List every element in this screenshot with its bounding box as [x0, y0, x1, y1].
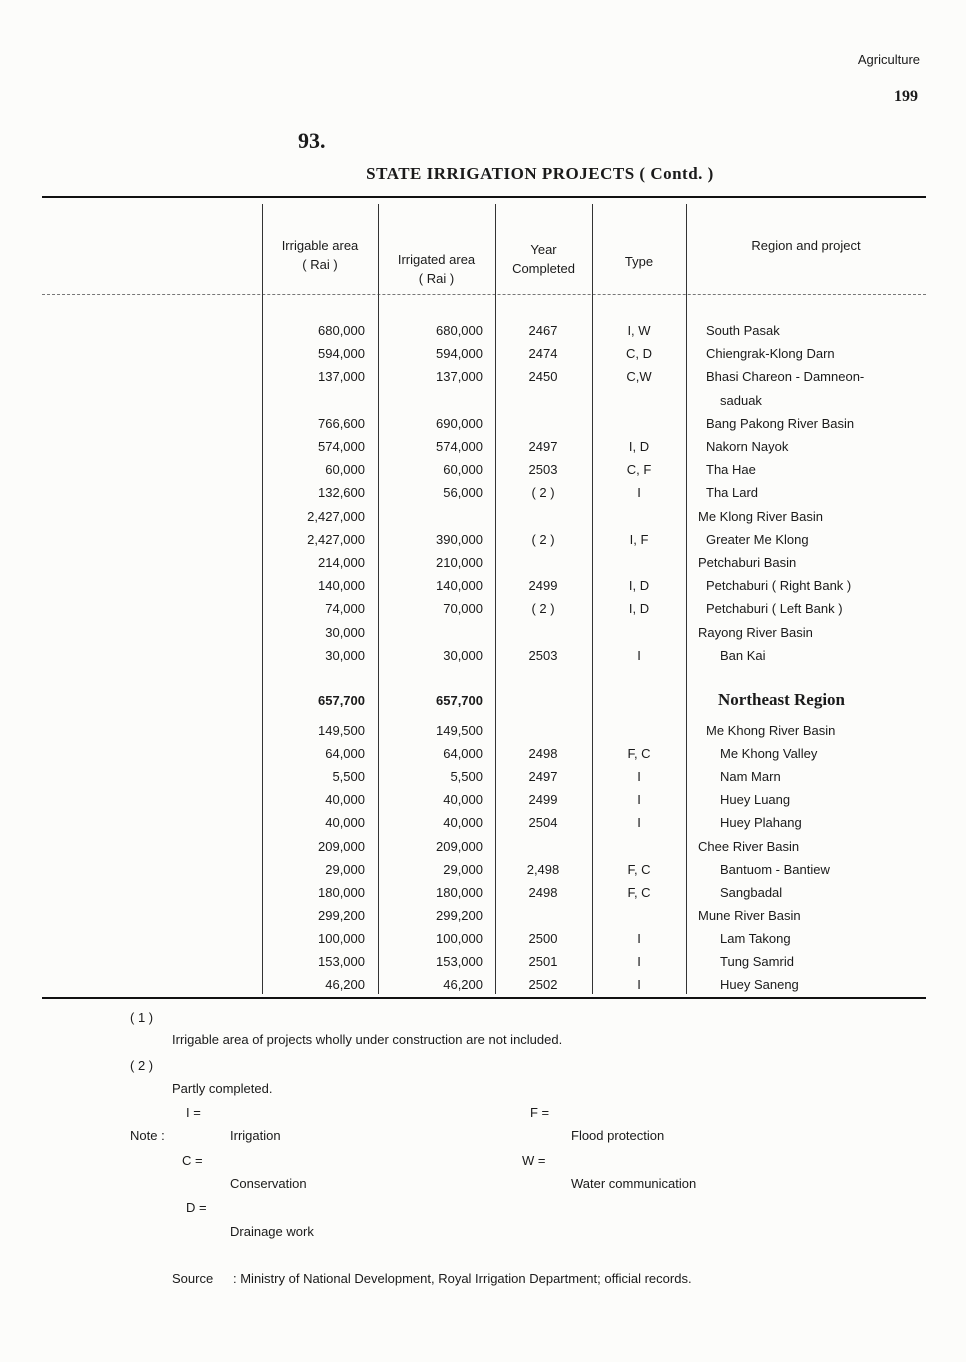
- cell-region-project: Me Klong River Basin: [698, 508, 823, 524]
- cell-type: I, D: [628, 439, 650, 454]
- cell-irrigated: 680,000: [436, 323, 483, 338]
- table-row: [0, 859, 966, 882]
- cell-type: C, D: [626, 346, 652, 362]
- cell-irrigable: 2,427,000: [307, 531, 365, 547]
- cell-irrigable: 137,000: [318, 369, 365, 385]
- cell-irrigable: 149,500: [318, 723, 365, 738]
- cell-type: F, C: [627, 746, 651, 762]
- table-row: [0, 552, 966, 575]
- table-row: [0, 506, 966, 529]
- cell-irrigable: 40,000: [325, 815, 365, 831]
- cell-irrigated: 390,000: [436, 531, 483, 547]
- cell-region-project: Bhasi Chareon - Damneon-: [706, 369, 865, 385]
- note-label: Note :: [130, 1128, 165, 1143]
- cell-region-project: saduak: [720, 392, 762, 408]
- cell-irrigated: 299,200: [436, 907, 483, 923]
- cell-type: I: [637, 815, 641, 831]
- table-row: [0, 459, 966, 482]
- source-label: Source: [172, 1271, 214, 1286]
- note-i-text: Irrigation: [230, 1128, 281, 1143]
- cell-year: 2450: [528, 369, 558, 385]
- cell-type: I: [637, 647, 641, 663]
- cell-irrigable: 214,000: [318, 555, 365, 570]
- cell-irrigable: 5,500: [332, 769, 365, 785]
- source-text: : Ministry of National Development, Royal Irrigation Department; official records.: [233, 1271, 692, 1286]
- table-row: [0, 482, 966, 505]
- cell-irrigated: 657,700: [436, 693, 483, 708]
- cell-region-project: Huey Saneng: [720, 977, 799, 993]
- note-i-def: I =: [186, 1105, 201, 1120]
- cell-year: 2504: [528, 815, 558, 831]
- cell-irrigated: 209,000: [436, 838, 483, 854]
- cell-irrigated: 137,000: [436, 369, 483, 385]
- cell-type: F, C: [627, 861, 651, 877]
- cell-type: F, C: [627, 884, 651, 900]
- cell-irrigated: 149,500: [436, 723, 483, 738]
- footnote-1-text: Irrigable area of projects wholly under construction are not included.: [172, 1032, 563, 1047]
- cell-irrigable: 180,000: [318, 884, 365, 900]
- table-row: [0, 928, 966, 951]
- cell-irrigated: 594,000: [436, 346, 483, 362]
- cell-year: 2498: [528, 746, 558, 762]
- note-d-def: D =: [186, 1200, 207, 1215]
- cell-region-project: Me Khong River Basin: [706, 723, 836, 738]
- table-bottom-rule: [42, 997, 926, 999]
- table-row: [0, 436, 966, 459]
- cell-year: 2503: [528, 462, 558, 478]
- table-row: [0, 413, 966, 436]
- table-row: [0, 743, 966, 766]
- cell-irrigable: 132,600: [318, 485, 365, 501]
- cell-region-project: Huey Luang: [720, 792, 791, 808]
- table-row: [0, 974, 966, 997]
- cell-irrigable: 574,000: [318, 439, 365, 454]
- table-row: [0, 836, 966, 859]
- table-row: [0, 951, 966, 974]
- cell-region-project: Bang Pakong River Basin: [706, 415, 855, 431]
- cell-irrigable: 594,000: [318, 346, 365, 362]
- note-w-def: W =: [522, 1153, 546, 1168]
- cell-region-project: Me Khong Valley: [720, 746, 818, 762]
- cell-irrigable: 657,700: [318, 693, 365, 708]
- cell-type: I: [637, 977, 641, 993]
- cell-irrigated: 690,000: [436, 415, 483, 431]
- cell-region-project: Petchaburi ( Left Bank ): [706, 601, 843, 617]
- cell-region-project: Lam Takong: [720, 930, 791, 946]
- header-separator: [42, 294, 926, 295]
- running-header: Agriculture: [857, 52, 920, 67]
- table-row: [0, 812, 966, 835]
- cell-irrigable: 299,200: [318, 907, 365, 923]
- cell-irrigated: 70,000: [443, 601, 483, 617]
- cell-irrigable: 29,000: [325, 861, 365, 877]
- footnote-2-text: Partly completed.: [172, 1081, 273, 1096]
- footnote-1-marker: ( 1 ): [130, 1010, 154, 1025]
- cell-region-project: Petchaburi ( Right Bank ): [706, 578, 852, 594]
- cell-year: 2498: [528, 884, 558, 900]
- cell-type: I, F: [629, 531, 649, 547]
- note-f-text: Flood protection: [571, 1128, 665, 1143]
- table-number: 93.: [298, 128, 326, 153]
- note-c-def: C =: [182, 1153, 203, 1168]
- table-row: [0, 766, 966, 789]
- cell-region-project: Tha Lard: [706, 485, 759, 501]
- cell-year: 2474: [528, 346, 558, 362]
- region-row-northeast: [0, 690, 966, 713]
- cell-irrigable: 100,000: [318, 930, 365, 946]
- cell-irrigable: 2,427,000: [307, 508, 365, 524]
- cell-type: I: [637, 485, 641, 501]
- cell-irrigable: 74,000: [325, 601, 365, 617]
- table-title: STATE IRRIGATION PROJECTS ( Contd. ): [366, 164, 714, 183]
- cell-region-project: Tha Hae: [706, 462, 756, 478]
- page-number: 199: [894, 88, 918, 105]
- cell-region-project: Huey Plahang: [720, 815, 802, 831]
- cell-year: 2501: [528, 954, 558, 969]
- cell-year: ( 2 ): [531, 485, 555, 501]
- header-irrigated-area: Irrigated area ( Rai ): [397, 252, 476, 286]
- cell-year: 2497: [528, 439, 558, 454]
- note-d-text: Drainage work: [230, 1224, 314, 1239]
- cell-region-project: Petchaburi Basin: [698, 555, 797, 570]
- cell-irrigated: 60,000: [443, 462, 483, 478]
- table-row: [0, 598, 966, 621]
- table-row: [0, 645, 966, 668]
- cell-irrigated: 153,000: [436, 954, 483, 969]
- cell-irrigated: 5,500: [450, 769, 483, 785]
- table-row: [0, 905, 966, 928]
- table-row: [0, 575, 966, 598]
- cell-year: 2,498: [526, 861, 560, 877]
- cell-irrigable: 30,000: [325, 647, 365, 663]
- cell-type: I: [637, 792, 641, 808]
- header-type: Type: [624, 254, 654, 269]
- cell-type: I, D: [628, 578, 650, 594]
- cell-irrigable: 60,000: [325, 462, 365, 478]
- cell-irrigable: 64,000: [325, 746, 365, 762]
- cell-region-project: Tung Samrid: [720, 954, 794, 969]
- cell-year: 2503: [528, 647, 558, 663]
- footnote-2-marker: ( 2 ): [130, 1058, 154, 1073]
- table-row: [0, 343, 966, 366]
- note-f-def: F =: [530, 1105, 550, 1120]
- cell-region-project: Greater Me Klong: [706, 531, 809, 547]
- cell-year: ( 2 ): [531, 531, 555, 547]
- cell-region-project: Sangbadal: [720, 884, 783, 900]
- table-top-rule: [42, 196, 926, 198]
- cell-year: 2500: [528, 930, 558, 946]
- cell-irrigated: 100,000: [436, 930, 483, 946]
- cell-irrigable: 766,600: [318, 415, 365, 431]
- cell-type: I: [637, 954, 641, 969]
- cell-irrigated: 40,000: [443, 815, 483, 831]
- cell-irrigable: 30,000: [325, 624, 365, 640]
- table-row: [0, 320, 966, 343]
- cell-year: 2467: [528, 323, 558, 338]
- cell-region-project: Bantuom - Bantiew: [720, 861, 830, 877]
- cell-irrigable: 140,000: [318, 578, 365, 594]
- cell-irrigated: 40,000: [443, 792, 483, 808]
- note-c-text: Conservation: [230, 1176, 307, 1191]
- cell-region-project: Rayong River Basin: [698, 624, 813, 640]
- cell-region-project: Chiengrak-Klong Darn: [706, 346, 835, 362]
- cell-year: 2499: [528, 578, 558, 594]
- header-irrigable-area: Irrigable area ( Rai ): [281, 238, 359, 272]
- table-row: [0, 390, 966, 413]
- cell-irrigated: 140,000: [436, 578, 483, 594]
- cell-irrigable: 209,000: [318, 838, 365, 854]
- cell-irrigated: 180,000: [436, 884, 483, 900]
- cell-region-project: Mune River Basin: [698, 907, 801, 923]
- cell-year: ( 2 ): [531, 601, 555, 617]
- cell-type: C, F: [626, 462, 652, 478]
- cell-type: I, D: [628, 601, 650, 617]
- cell-irrigated: 64,000: [443, 746, 483, 762]
- cell-irrigable: 40,000: [325, 792, 365, 808]
- cell-year: 2497: [528, 769, 558, 785]
- cell-type: I: [637, 930, 641, 946]
- cell-irrigated: 574,000: [436, 439, 483, 454]
- cell-irrigable: 153,000: [318, 954, 365, 969]
- cell-region-project: Chee River Basin: [698, 838, 800, 854]
- cell-year: 2502: [528, 977, 558, 993]
- cell-irrigable: 46,200: [325, 977, 365, 993]
- table-row: [0, 366, 966, 389]
- cell-type: C,W: [626, 369, 652, 385]
- cell-irrigated: 210,000: [436, 555, 483, 570]
- table-row: [0, 882, 966, 905]
- region-heading: Northeast Region: [718, 690, 846, 709]
- cell-region-project: Nam Marn: [720, 769, 781, 785]
- cell-type: I: [637, 769, 641, 785]
- cell-region-project: Nakorn Nayok: [706, 439, 789, 454]
- note-w-text: Water communication: [571, 1176, 697, 1191]
- table-row: [0, 529, 966, 552]
- cell-irrigable: 680,000: [318, 323, 365, 338]
- cell-region-project: Ban Kai: [720, 647, 766, 663]
- cell-irrigated: 29,000: [443, 861, 483, 877]
- cell-region-project: South Pasak: [706, 323, 780, 338]
- cell-irrigated: 56,000: [443, 485, 483, 501]
- header-region-project: Region and project: [751, 238, 861, 253]
- cell-irrigated: 30,000: [443, 647, 483, 663]
- cell-year: 2499: [528, 792, 558, 808]
- cell-type: I, W: [627, 323, 651, 338]
- header-year-completed: Year Completed: [512, 242, 575, 276]
- cell-irrigated: 46,200: [443, 977, 483, 993]
- table-row: [0, 622, 966, 645]
- table-row: [0, 720, 966, 743]
- table-row: [0, 789, 966, 812]
